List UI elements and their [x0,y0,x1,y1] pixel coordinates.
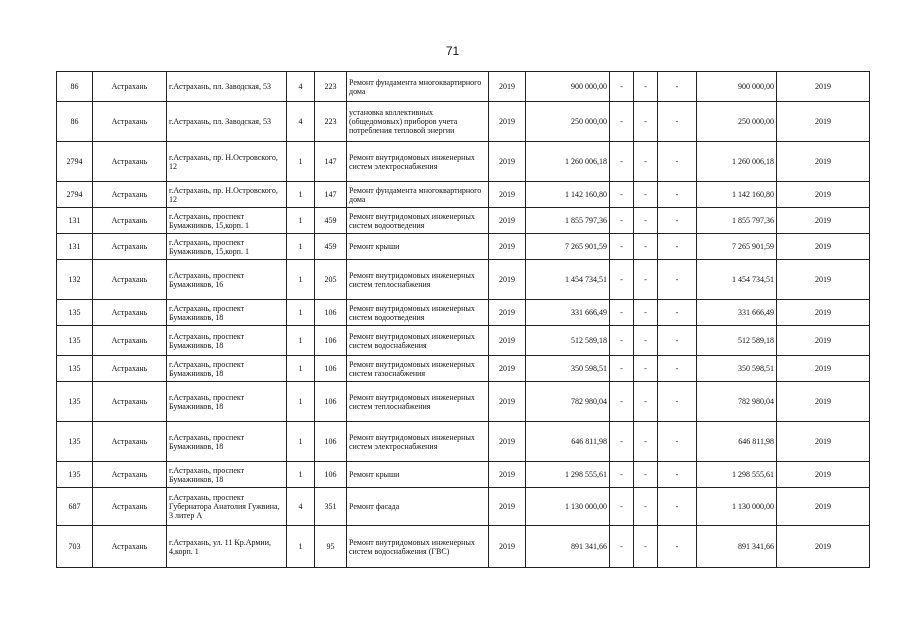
cost-cell: 1 130 000,00 [526,488,610,526]
apartments-cell: 459 [315,208,347,234]
work-type-cell: Ремонт внутридомовых инженерных систем электроснабжения [347,422,489,462]
dash-cell-2: - [634,102,658,142]
apartments-cell: 223 [315,72,347,102]
total-cell: 331 666,49 [697,300,777,326]
completion-year-cell: 2019 [777,488,870,526]
floors-cell: 1 [287,234,315,260]
year-cell: 2019 [489,102,526,142]
house-id-cell: 687 [57,488,93,526]
floors-cell: 4 [287,72,315,102]
cost-cell: 512 589,18 [526,326,610,356]
dash-cell-3: - [658,142,697,182]
work-type-cell: Ремонт внутридомовых инженерных систем водоотведения [347,208,489,234]
address-cell: г.Астрахань, проспект Бумажников, 15,корп. 1 [167,208,287,234]
dash-cell-2: - [634,526,658,568]
apartments-cell: 351 [315,488,347,526]
city-cell: Астрахань [93,488,167,526]
total-cell: 1 298 555,61 [697,462,777,488]
dash-cell-2: - [634,260,658,300]
city-cell: Астрахань [93,356,167,382]
register-body [57,72,870,568]
address-cell: г.Астрахань, проспект Бумажников, 18 [167,462,287,488]
house-id-cell: 135 [57,356,93,382]
dash-cell-1: - [610,382,634,422]
year-cell: 2019 [489,462,526,488]
cost-cell: 900 000,00 [526,72,610,102]
cost-cell: 891 341,66 [526,526,610,568]
total-cell: 350 598,51 [697,356,777,382]
total-cell: 646 811,98 [697,422,777,462]
table-row [57,356,870,382]
house-id-cell: 86 [57,102,93,142]
total-cell: 1 855 797,36 [697,208,777,234]
completion-year-cell: 2019 [777,422,870,462]
cost-cell: 331 666,49 [526,300,610,326]
year-cell: 2019 [489,382,526,422]
cost-cell: 7 265 901,59 [526,234,610,260]
house-id-cell: 135 [57,326,93,356]
total-cell: 250 000,00 [697,102,777,142]
work-type-cell: Ремонт внутридомовых инженерных систем теплоснабжения [347,382,489,422]
city-cell: Астрахань [93,382,167,422]
floors-cell: 1 [287,526,315,568]
apartments-cell: 106 [315,462,347,488]
floors-cell: 1 [287,462,315,488]
year-cell: 2019 [489,142,526,182]
floors-cell: 1 [287,422,315,462]
total-cell: 1 130 000,00 [697,488,777,526]
dash-cell-3: - [658,382,697,422]
house-id-cell: 703 [57,526,93,568]
dash-cell-3: - [658,422,697,462]
house-id-cell: 131 [57,208,93,234]
dash-cell-2: - [634,142,658,182]
work-type-cell: Ремонт внутридомовых инженерных систем водоснабжения [347,326,489,356]
address-cell: г.Астрахань, ул. 11 Кр.Армии, 4,корп. 1 [167,526,287,568]
apartments-cell: 223 [315,102,347,142]
dash-cell-1: - [610,300,634,326]
cost-cell: 1 298 555,61 [526,462,610,488]
completion-year-cell: 2019 [777,356,870,382]
apartments-cell: 106 [315,356,347,382]
house-id-cell: 135 [57,300,93,326]
year-cell: 2019 [489,234,526,260]
dash-cell-1: - [610,142,634,182]
city-cell: Астрахань [93,234,167,260]
work-type-cell: Ремонт крыши [347,234,489,260]
table-row [57,382,870,422]
completion-year-cell: 2019 [777,526,870,568]
year-cell: 2019 [489,72,526,102]
dash-cell-1: - [610,182,634,208]
cost-cell: 782 980,04 [526,382,610,422]
dash-cell-3: - [658,182,697,208]
house-id-cell: 2794 [57,142,93,182]
address-cell: г.Астрахань, проспект Бумажников, 18 [167,356,287,382]
work-type-cell: Ремонт крыши [347,462,489,488]
cost-cell: 1 454 734,51 [526,260,610,300]
city-cell: Астрахань [93,422,167,462]
dash-cell-1: - [610,234,634,260]
floors-cell: 4 [287,488,315,526]
year-cell: 2019 [489,422,526,462]
apartments-cell: 147 [315,142,347,182]
address-cell: г.Астрахань, проспект Губернатора Анатолия Гужвина, 3 литер А [167,488,287,526]
year-cell: 2019 [489,326,526,356]
city-cell: Астрахань [93,72,167,102]
cost-cell: 646 811,98 [526,422,610,462]
house-id-cell: 135 [57,382,93,422]
completion-year-cell: 2019 [777,300,870,326]
cost-cell: 250 000,00 [526,102,610,142]
city-cell: Астрахань [93,326,167,356]
floors-cell: 1 [287,142,315,182]
table-row [57,488,870,526]
dash-cell-3: - [658,234,697,260]
year-cell: 2019 [489,488,526,526]
total-cell: 1 142 160,80 [697,182,777,208]
city-cell: Астрахань [93,182,167,208]
house-id-cell: 132 [57,260,93,300]
work-type-cell: установка коллективных (общедомовых) приборов учета потребления тепловой энергии [347,102,489,142]
table-row [57,208,870,234]
apartments-cell: 147 [315,182,347,208]
dash-cell-3: - [658,208,697,234]
house-id-cell: 2794 [57,182,93,208]
city-cell: Астрахань [93,260,167,300]
completion-year-cell: 2019 [777,208,870,234]
dash-cell-2: - [634,326,658,356]
completion-year-cell: 2019 [777,382,870,422]
floors-cell: 4 [287,102,315,142]
dash-cell-1: - [610,488,634,526]
work-type-cell: Ремонт фундамента многоквартирного дома [347,72,489,102]
table-row [57,72,870,102]
dash-cell-3: - [658,260,697,300]
work-type-cell: Ремонт внутридомовых инженерных систем теплоснабжения [347,260,489,300]
work-type-cell: Ремонт внутридомовых инженерных систем водоотведения [347,300,489,326]
dash-cell-1: - [610,102,634,142]
completion-year-cell: 2019 [777,260,870,300]
completion-year-cell: 2019 [777,326,870,356]
year-cell: 2019 [489,356,526,382]
floors-cell: 1 [287,382,315,422]
city-cell: Астрахань [93,462,167,488]
dash-cell-2: - [634,234,658,260]
dash-cell-2: - [634,208,658,234]
dash-cell-1: - [610,208,634,234]
address-cell: г.Астрахань, проспект Бумажников, 18 [167,300,287,326]
total-cell: 1 454 734,51 [697,260,777,300]
completion-year-cell: 2019 [777,182,870,208]
table-row [57,462,870,488]
cost-cell: 1 260 006,18 [526,142,610,182]
dash-cell-3: - [658,326,697,356]
dash-cell-3: - [658,300,697,326]
address-cell: г.Астрахань, проспект Бумажников, 18 [167,326,287,356]
address-cell: г.Астрахань, проспект Бумажников, 15,корп. 1 [167,234,287,260]
completion-year-cell: 2019 [777,102,870,142]
completion-year-cell: 2019 [777,72,870,102]
table-row [57,326,870,356]
dash-cell-1: - [610,462,634,488]
dash-cell-3: - [658,72,697,102]
dash-cell-3: - [658,356,697,382]
apartments-cell: 106 [315,326,347,356]
dash-cell-3: - [658,462,697,488]
dash-cell-2: - [634,182,658,208]
house-id-cell: 131 [57,234,93,260]
floors-cell: 1 [287,260,315,300]
dash-cell-3: - [658,102,697,142]
floors-cell: 1 [287,300,315,326]
year-cell: 2019 [489,182,526,208]
apartments-cell: 106 [315,300,347,326]
city-cell: Астрахань [93,300,167,326]
city-cell: Астрахань [93,526,167,568]
city-cell: Астрахань [93,102,167,142]
address-cell: г.Астрахань, пр. Н.Островского, 12 [167,142,287,182]
address-cell: г.Астрахань, пл. Заводская, 53 [167,102,287,142]
year-cell: 2019 [489,208,526,234]
total-cell: 1 260 006,18 [697,142,777,182]
work-type-cell: Ремонт фундамента многоквартирного дома [347,182,489,208]
year-cell: 2019 [489,526,526,568]
address-cell: г.Астрахань, пл. Заводская, 53 [167,72,287,102]
year-cell: 2019 [489,260,526,300]
address-cell: г.Астрахань, пр. Н.Островского, 12 [167,182,287,208]
work-type-cell: Ремонт фасада [347,488,489,526]
city-cell: Астрахань [93,142,167,182]
repair-register-table [56,71,870,568]
dash-cell-1: - [610,260,634,300]
cost-cell: 1 142 160,80 [526,182,610,208]
total-cell: 891 341,66 [697,526,777,568]
dash-cell-2: - [634,382,658,422]
address-cell: г.Астрахань, проспект Бумажников, 16 [167,260,287,300]
dash-cell-1: - [610,422,634,462]
dash-cell-3: - [658,488,697,526]
table-row [57,526,870,568]
apartments-cell: 95 [315,526,347,568]
house-id-cell: 135 [57,422,93,462]
completion-year-cell: 2019 [777,462,870,488]
floors-cell: 1 [287,208,315,234]
dash-cell-2: - [634,356,658,382]
house-id-cell: 135 [57,462,93,488]
dash-cell-1: - [610,72,634,102]
apartments-cell: 106 [315,422,347,462]
table-row [57,422,870,462]
total-cell: 512 589,18 [697,326,777,356]
floors-cell: 1 [287,182,315,208]
city-cell: Астрахань [93,208,167,234]
total-cell: 7 265 901,59 [697,234,777,260]
table-row [57,142,870,182]
dash-cell-2: - [634,462,658,488]
dash-cell-2: - [634,488,658,526]
address-cell: г.Астрахань, проспект Бумажников, 18 [167,382,287,422]
floors-cell: 1 [287,356,315,382]
address-cell: г.Астрахань, проспект Бумажников, 18 [167,422,287,462]
cost-cell: 350 598,51 [526,356,610,382]
completion-year-cell: 2019 [777,234,870,260]
dash-cell-2: - [634,422,658,462]
dash-cell-1: - [610,526,634,568]
cost-cell: 1 855 797,36 [526,208,610,234]
table-row [57,300,870,326]
apartments-cell: 205 [315,260,347,300]
table-row [57,260,870,300]
apartments-cell: 459 [315,234,347,260]
work-type-cell: Ремонт внутридомовых инженерных систем газоснабжения [347,356,489,382]
dash-cell-1: - [610,356,634,382]
house-id-cell: 86 [57,72,93,102]
dash-cell-3: - [658,526,697,568]
work-type-cell: Ремонт внутридомовых инженерных систем электроснабжения [347,142,489,182]
completion-year-cell: 2019 [777,142,870,182]
apartments-cell: 106 [315,382,347,422]
dash-cell-1: - [610,326,634,356]
year-cell: 2019 [489,300,526,326]
dash-cell-2: - [634,72,658,102]
page-number: 71 [445,44,460,58]
table-row [57,234,870,260]
floors-cell: 1 [287,326,315,356]
work-type-cell: Ремонт внутридомовых инженерных систем водоснабжения (ГВС) [347,526,489,568]
table-row [57,182,870,208]
total-cell: 900 000,00 [697,72,777,102]
dash-cell-2: - [634,300,658,326]
table-row [57,102,870,142]
total-cell: 782 980,04 [697,382,777,422]
